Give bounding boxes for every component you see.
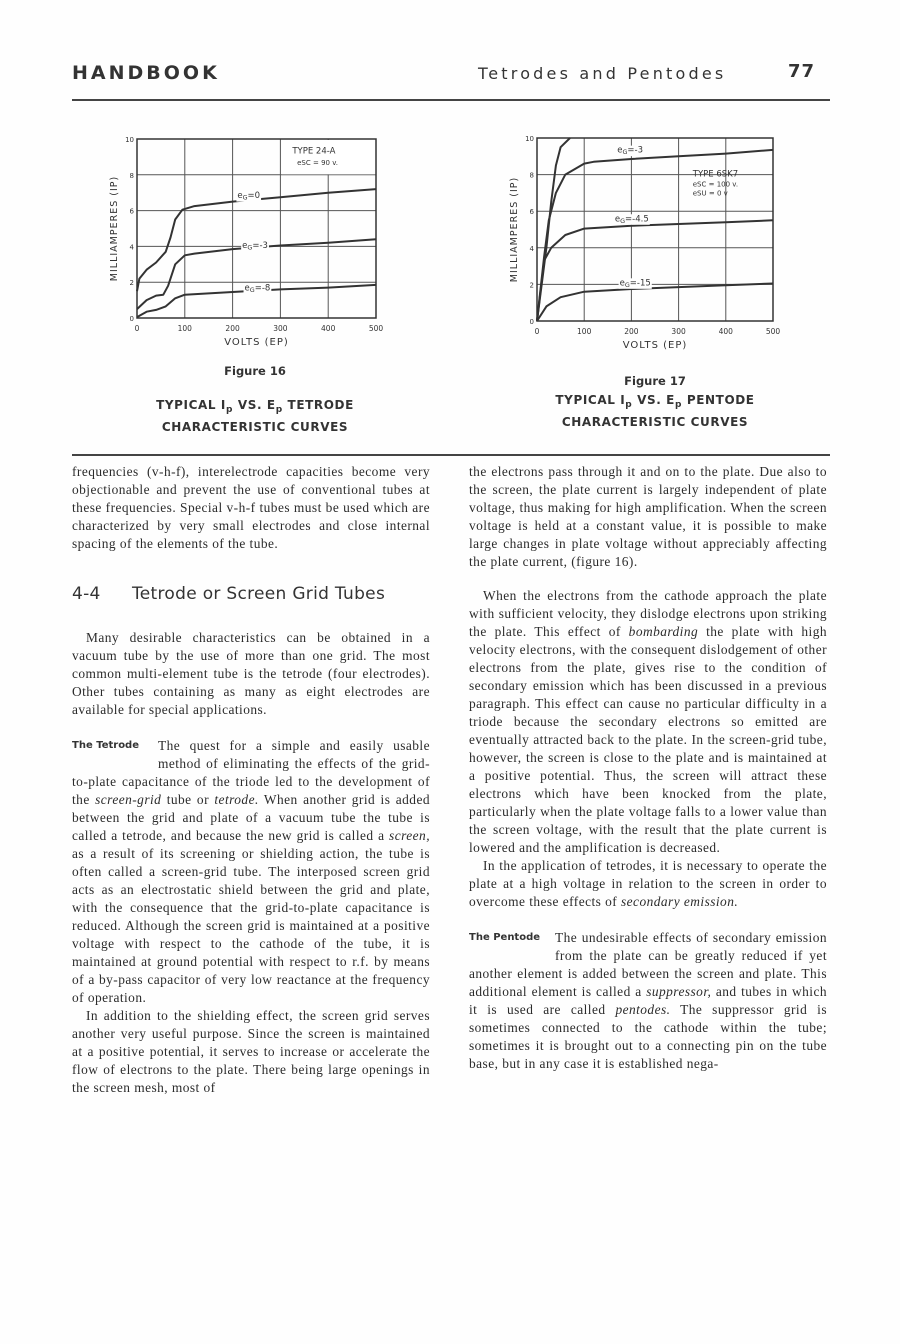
y-tick-label: 4 <box>129 243 134 252</box>
y-tick-label: 0 <box>529 318 534 326</box>
y-tick-label: 2 <box>129 279 134 288</box>
x-tick-label: 0 <box>534 327 540 336</box>
y-tick-label: 2 <box>529 281 534 290</box>
paragraph: the electrons pass through it and on to the plate. Due also to the screen, the plate current is largely independent of plate voltage, thus making for high amplification. When the screen voltage is held at a constant value, it is possible to make large changes in plate voltage without appreciably affecting the plate current, (figure 16). <box>469 464 827 569</box>
emphasized-term: tetrode. <box>214 792 259 807</box>
emphasized-term: suppressor, <box>646 984 712 999</box>
curve-line <box>137 189 376 291</box>
figure-16-number: Figure 16 <box>224 364 286 378</box>
figure-17-title <box>490 392 820 414</box>
curve-line <box>537 284 773 322</box>
page-number: 77 <box>788 61 816 82</box>
y-tick-label: 6 <box>129 207 134 216</box>
figure-16-caption <box>90 364 420 436</box>
x-tick-label: 500 <box>765 327 781 336</box>
section-title: Tetrode or Screen Grid Tubes <box>132 584 386 604</box>
x-tick-label: 400 <box>321 324 336 333</box>
text-run: The undesirable effects of secondary emission from the plate can be greatly reduced if yet another element is added between the screen and plate. This additional element is called a <box>469 930 827 999</box>
caption-subscript: p <box>625 400 633 411</box>
emphasized-term: secondary emission. <box>621 894 739 909</box>
emphasized-term: pentodes. <box>615 1002 671 1017</box>
curve-label: eG=-8 <box>244 283 271 294</box>
paragraph <box>469 857 827 911</box>
curve-label: eG=-15 <box>619 278 651 289</box>
text-run: When another grid is added between the grid and plate of a vacuum tube the tube is called a tetrode, and because the new grid is called a <box>72 792 430 843</box>
running-header-left: HANDBOOK <box>72 62 220 84</box>
curve-line <box>537 138 570 321</box>
text-run: When the electrons from the cathode approach the plate with sufficient velocity, they dislodge electrons upon striking the plate. This effect of <box>469 588 827 639</box>
type-annotation-line: TYPE 6SK7 <box>692 169 739 180</box>
plot-area <box>109 136 383 348</box>
paragraph: Many desirable characteristics can be obtained in a vacuum tube by the use of more than one grid. The most common multi-element tube is the tetrode (four electrodes). Other tubes containing as many as eight electrodes are available for special applications. <box>72 630 430 717</box>
caption-text: TYPICAL I <box>156 398 226 412</box>
type-annotation-line: eSU = 0 v <box>692 189 728 198</box>
text-run: the plate with high velocity electrons, with the consequent dislodgement of other electrons from the plate, gives rise to the condition of secondary emission which has been discussed in a previous paragraph. This effect can cause no particular difficulty in a triode because the secondary electrons so emitted are eventually attracted back to the plate. In the screen-grid tube, however, the screen is close to the plate and is maintained at a positive potential. Thus, the screen will attract these electrons which have been knocked from the plate, particularly when the plate voltage falls to a lower value than the screen voltage, with the result that the plate current is lowered and the amplification is decreased. <box>469 624 827 855</box>
plot-area <box>509 135 780 351</box>
header-rule <box>72 99 830 101</box>
curve-label: eG=0 <box>237 191 261 202</box>
x-axis-label: VOLTS (EP) <box>622 340 688 351</box>
figure-17-title-line2: CHARACTERISTIC CURVES <box>561 415 749 430</box>
x-tick-label: 500 <box>368 324 384 333</box>
caption-subscript: p <box>675 400 683 411</box>
y-tick-label: 6 <box>529 208 534 217</box>
figure-17-chart <box>490 125 810 355</box>
caption-text: TETRODE <box>282 398 354 412</box>
left-column <box>72 463 430 1097</box>
emphasized-term: screen-grid <box>95 792 162 807</box>
y-tick-label: 10 <box>125 136 134 144</box>
paragraph-tetrode <box>72 737 430 1007</box>
figure-17-caption <box>490 374 820 431</box>
y-tick-label: 10 <box>525 135 534 143</box>
text-run: as a result of its screening or shielding action, the tube is often called a screen-grid tube. The interposed screen grid acts as an electrostatic shield between the grid and plate, with the consequence that the grid-to-plate capacitance is reduced. Although the screen grid is maintained at a positive voltage with respect to the cathode of the tube, it is maintained at ground potential with respect to r.f. by means of a by-pass capacitor of very low reactance at the frequency of operation. <box>72 846 430 1005</box>
y-tick-label: 8 <box>129 171 134 180</box>
type-annotation-line: eSC = 90 v. <box>297 158 339 167</box>
caption-subscript: p <box>226 405 234 416</box>
curve-label: eG=-3 <box>242 241 268 252</box>
x-tick-label: 100 <box>577 327 592 336</box>
x-tick-label: 200 <box>624 327 639 336</box>
curve-label: eG=-3 <box>617 145 644 157</box>
text-run: The quest for a simple and easily usable method of eliminating the effects of the grid-to-plate capacitance of the triode led to the development of the <box>72 738 430 807</box>
type-annotation-line: eSC = 100 v. <box>692 180 739 189</box>
run-in-heading: The Tetrode <box>72 740 140 751</box>
caption-text: VS. E <box>632 393 675 407</box>
caption-text: TYPICAL I <box>555 393 626 407</box>
caption-subscript: p <box>275 405 283 416</box>
x-tick-label: 300 <box>671 327 686 336</box>
x-tick-label: 100 <box>177 324 192 333</box>
paragraph <box>469 587 827 857</box>
curve-line <box>537 220 773 321</box>
type-annotation-box <box>281 140 375 174</box>
figure-17-number: Figure 17 <box>624 374 686 388</box>
paragraph-pentode <box>469 929 827 1073</box>
run-in-heading: The Pentode <box>469 932 541 943</box>
y-tick-label: 4 <box>529 244 534 253</box>
text-run: In the application of tetrodes, it is necessary to operate the plate at a high voltage in relation to the screen in order to overcome these effects of <box>469 858 827 909</box>
y-axis-label: MILLIAMPERES (IP) <box>109 175 120 282</box>
emphasized-term: screen, <box>389 828 430 843</box>
y-tick-label: 8 <box>529 171 534 180</box>
y-axis-label: MILLIAMPERES (IP) <box>509 176 520 283</box>
x-tick-label: 400 <box>718 327 733 336</box>
figures-rule <box>72 454 830 456</box>
y-tick-label: 0 <box>129 315 134 323</box>
right-column <box>469 463 827 1073</box>
x-tick-label: 200 <box>225 324 240 333</box>
paragraph: In addition to the shielding effect, the screen grid serves another very useful purpose. Since the screen is maintained at a positive potential, it serves to increase or accelerate the flow of electrons to the plate. There being large openings in the screen mesh, most of <box>72 1008 430 1095</box>
curve-label: eG=-4.5 <box>614 214 649 225</box>
paragraph: frequencies (v-h-f), interelectrode capacities become very objectionable and prevent the use of conventional tubes at these frequencies. Special v-h-f tubes must be used which are characterized by very small electrodes and close internal spacing of the elements of the tube. <box>72 464 430 551</box>
x-tick-label: 0 <box>134 324 140 333</box>
x-tick-label: 300 <box>273 324 288 333</box>
caption-text: PENTODE <box>682 393 755 407</box>
section-heading <box>72 585 430 603</box>
figure-16-title <box>90 397 420 419</box>
x-axis-label: VOLTS (EP) <box>224 337 289 348</box>
figure-16-chart <box>90 125 410 355</box>
text-run: tube or <box>161 792 215 807</box>
running-header-title: Tetrodes and Pentodes <box>478 64 727 83</box>
section-number: 4-4 <box>72 584 101 604</box>
caption-text: VS. E <box>233 398 276 412</box>
paragraph-text <box>72 738 430 1005</box>
text-run: and tubes in which it is used are called <box>469 984 827 1017</box>
emphasized-term: bombarding <box>628 624 699 639</box>
figure-16-title-line2: CHARACTERISTIC CURVES <box>161 420 349 435</box>
type-annotation-line: TYPE 24-A <box>292 146 336 157</box>
text-run: The suppressor grid is sometimes connected to the cathode within the tube; sometimes it is brought out to a connecting pin on the tube base, but in any case it is established nega- <box>469 1002 827 1071</box>
